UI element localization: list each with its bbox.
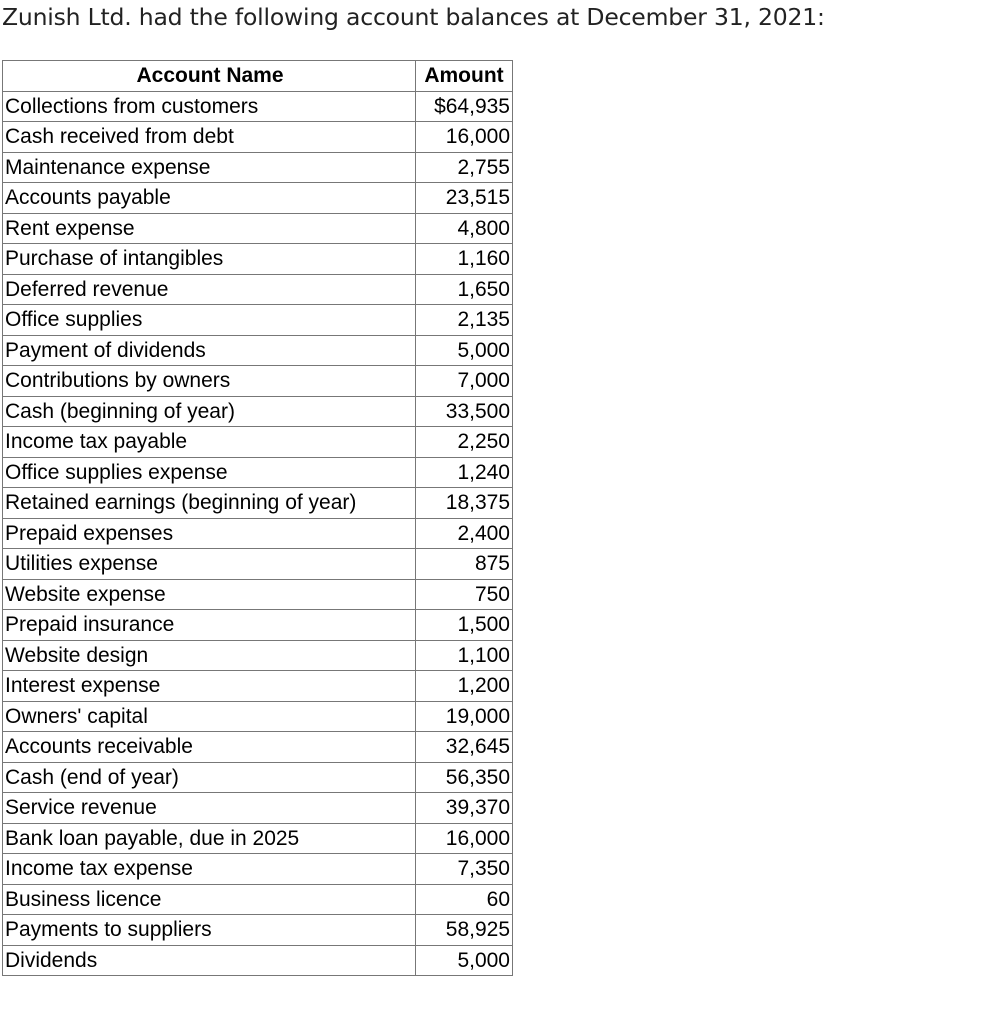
table-row xyxy=(3,793,513,824)
table-row xyxy=(3,244,513,275)
table-row xyxy=(3,640,513,671)
account-name-cell: Website design xyxy=(3,640,416,671)
amount-cell: 2,400 xyxy=(416,518,513,549)
account-name-cell: Dividends xyxy=(3,945,416,976)
table-row xyxy=(3,366,513,397)
table-row xyxy=(3,335,513,366)
account-name-cell: Office supplies xyxy=(3,305,416,336)
account-name-cell: Income tax expense xyxy=(3,854,416,885)
amount-cell: 18,375 xyxy=(416,488,513,519)
amount-cell: 33,500 xyxy=(416,396,513,427)
account-name-cell: Accounts receivable xyxy=(3,732,416,763)
amount-cell: 58,925 xyxy=(416,915,513,946)
amount-cell: 5,000 xyxy=(416,945,513,976)
amount-cell: 2,250 xyxy=(416,427,513,458)
table-row xyxy=(3,823,513,854)
table-row xyxy=(3,610,513,641)
table-row xyxy=(3,762,513,793)
table-row xyxy=(3,91,513,122)
account-name-cell: Service revenue xyxy=(3,793,416,824)
amount-cell: 1,240 xyxy=(416,457,513,488)
account-name-cell: Owners' capital xyxy=(3,701,416,732)
account-name-cell: Cash received from debt xyxy=(3,122,416,153)
table-row xyxy=(3,305,513,336)
table-row xyxy=(3,915,513,946)
account-name-cell: Payments to suppliers xyxy=(3,915,416,946)
account-name-cell: Prepaid expenses xyxy=(3,518,416,549)
account-name-cell: Maintenance expense xyxy=(3,152,416,183)
amount-cell: 56,350 xyxy=(416,762,513,793)
table-row xyxy=(3,945,513,976)
account-balances-table xyxy=(2,60,513,976)
table-row xyxy=(3,183,513,214)
amount-cell: 4,800 xyxy=(416,213,513,244)
table-row xyxy=(3,488,513,519)
amount-cell: 1,650 xyxy=(416,274,513,305)
table-header-row xyxy=(3,61,513,92)
account-name-header: Account Name xyxy=(3,61,416,92)
amount-cell: 39,370 xyxy=(416,793,513,824)
amount-cell: 1,500 xyxy=(416,610,513,641)
account-name-cell: Income tax payable xyxy=(3,427,416,458)
account-name-cell: Purchase of intangibles xyxy=(3,244,416,275)
amount-cell: $64,935 xyxy=(416,91,513,122)
table-row xyxy=(3,427,513,458)
account-name-cell: Bank loan payable, due in 2025 xyxy=(3,823,416,854)
amount-cell: 750 xyxy=(416,579,513,610)
amount-cell: 60 xyxy=(416,884,513,915)
amount-cell: 5,000 xyxy=(416,335,513,366)
table-row xyxy=(3,152,513,183)
table-row xyxy=(3,549,513,580)
amount-cell: 1,160 xyxy=(416,244,513,275)
table-row xyxy=(3,213,513,244)
account-name-cell: Cash (end of year) xyxy=(3,762,416,793)
table-row xyxy=(3,854,513,885)
table-row xyxy=(3,732,513,763)
table-row xyxy=(3,396,513,427)
account-name-cell: Website expense xyxy=(3,579,416,610)
account-name-cell: Accounts payable xyxy=(3,183,416,214)
table-row xyxy=(3,518,513,549)
account-name-cell: Contributions by owners xyxy=(3,366,416,397)
table-row xyxy=(3,701,513,732)
amount-cell: 23,515 xyxy=(416,183,513,214)
intro-text: Zunish Ltd. had the following account balances at December 31, 2021: xyxy=(2,3,825,31)
table-row xyxy=(3,122,513,153)
table-body xyxy=(3,91,513,976)
amount-cell: 32,645 xyxy=(416,732,513,763)
account-name-cell: Retained earnings (beginning of year) xyxy=(3,488,416,519)
table-row xyxy=(3,579,513,610)
table-row xyxy=(3,884,513,915)
amount-cell: 7,000 xyxy=(416,366,513,397)
amount-cell: 875 xyxy=(416,549,513,580)
amount-cell: 1,200 xyxy=(416,671,513,702)
account-name-cell: Rent expense xyxy=(3,213,416,244)
table-row xyxy=(3,457,513,488)
account-name-cell: Cash (beginning of year) xyxy=(3,396,416,427)
table-row xyxy=(3,671,513,702)
account-name-cell: Business licence xyxy=(3,884,416,915)
amount-cell: 7,350 xyxy=(416,854,513,885)
account-name-cell: Office supplies expense xyxy=(3,457,416,488)
amount-cell: 2,135 xyxy=(416,305,513,336)
account-name-cell: Utilities expense xyxy=(3,549,416,580)
account-name-cell: Interest expense xyxy=(3,671,416,702)
amount-cell: 19,000 xyxy=(416,701,513,732)
account-name-cell: Deferred revenue xyxy=(3,274,416,305)
account-name-cell: Collections from customers xyxy=(3,91,416,122)
amount-cell: 16,000 xyxy=(416,823,513,854)
amount-cell: 1,100 xyxy=(416,640,513,671)
amount-cell: 16,000 xyxy=(416,122,513,153)
amount-header: Amount xyxy=(416,61,513,92)
table-row xyxy=(3,274,513,305)
amount-cell: 2,755 xyxy=(416,152,513,183)
account-name-cell: Payment of dividends xyxy=(3,335,416,366)
account-name-cell: Prepaid insurance xyxy=(3,610,416,641)
